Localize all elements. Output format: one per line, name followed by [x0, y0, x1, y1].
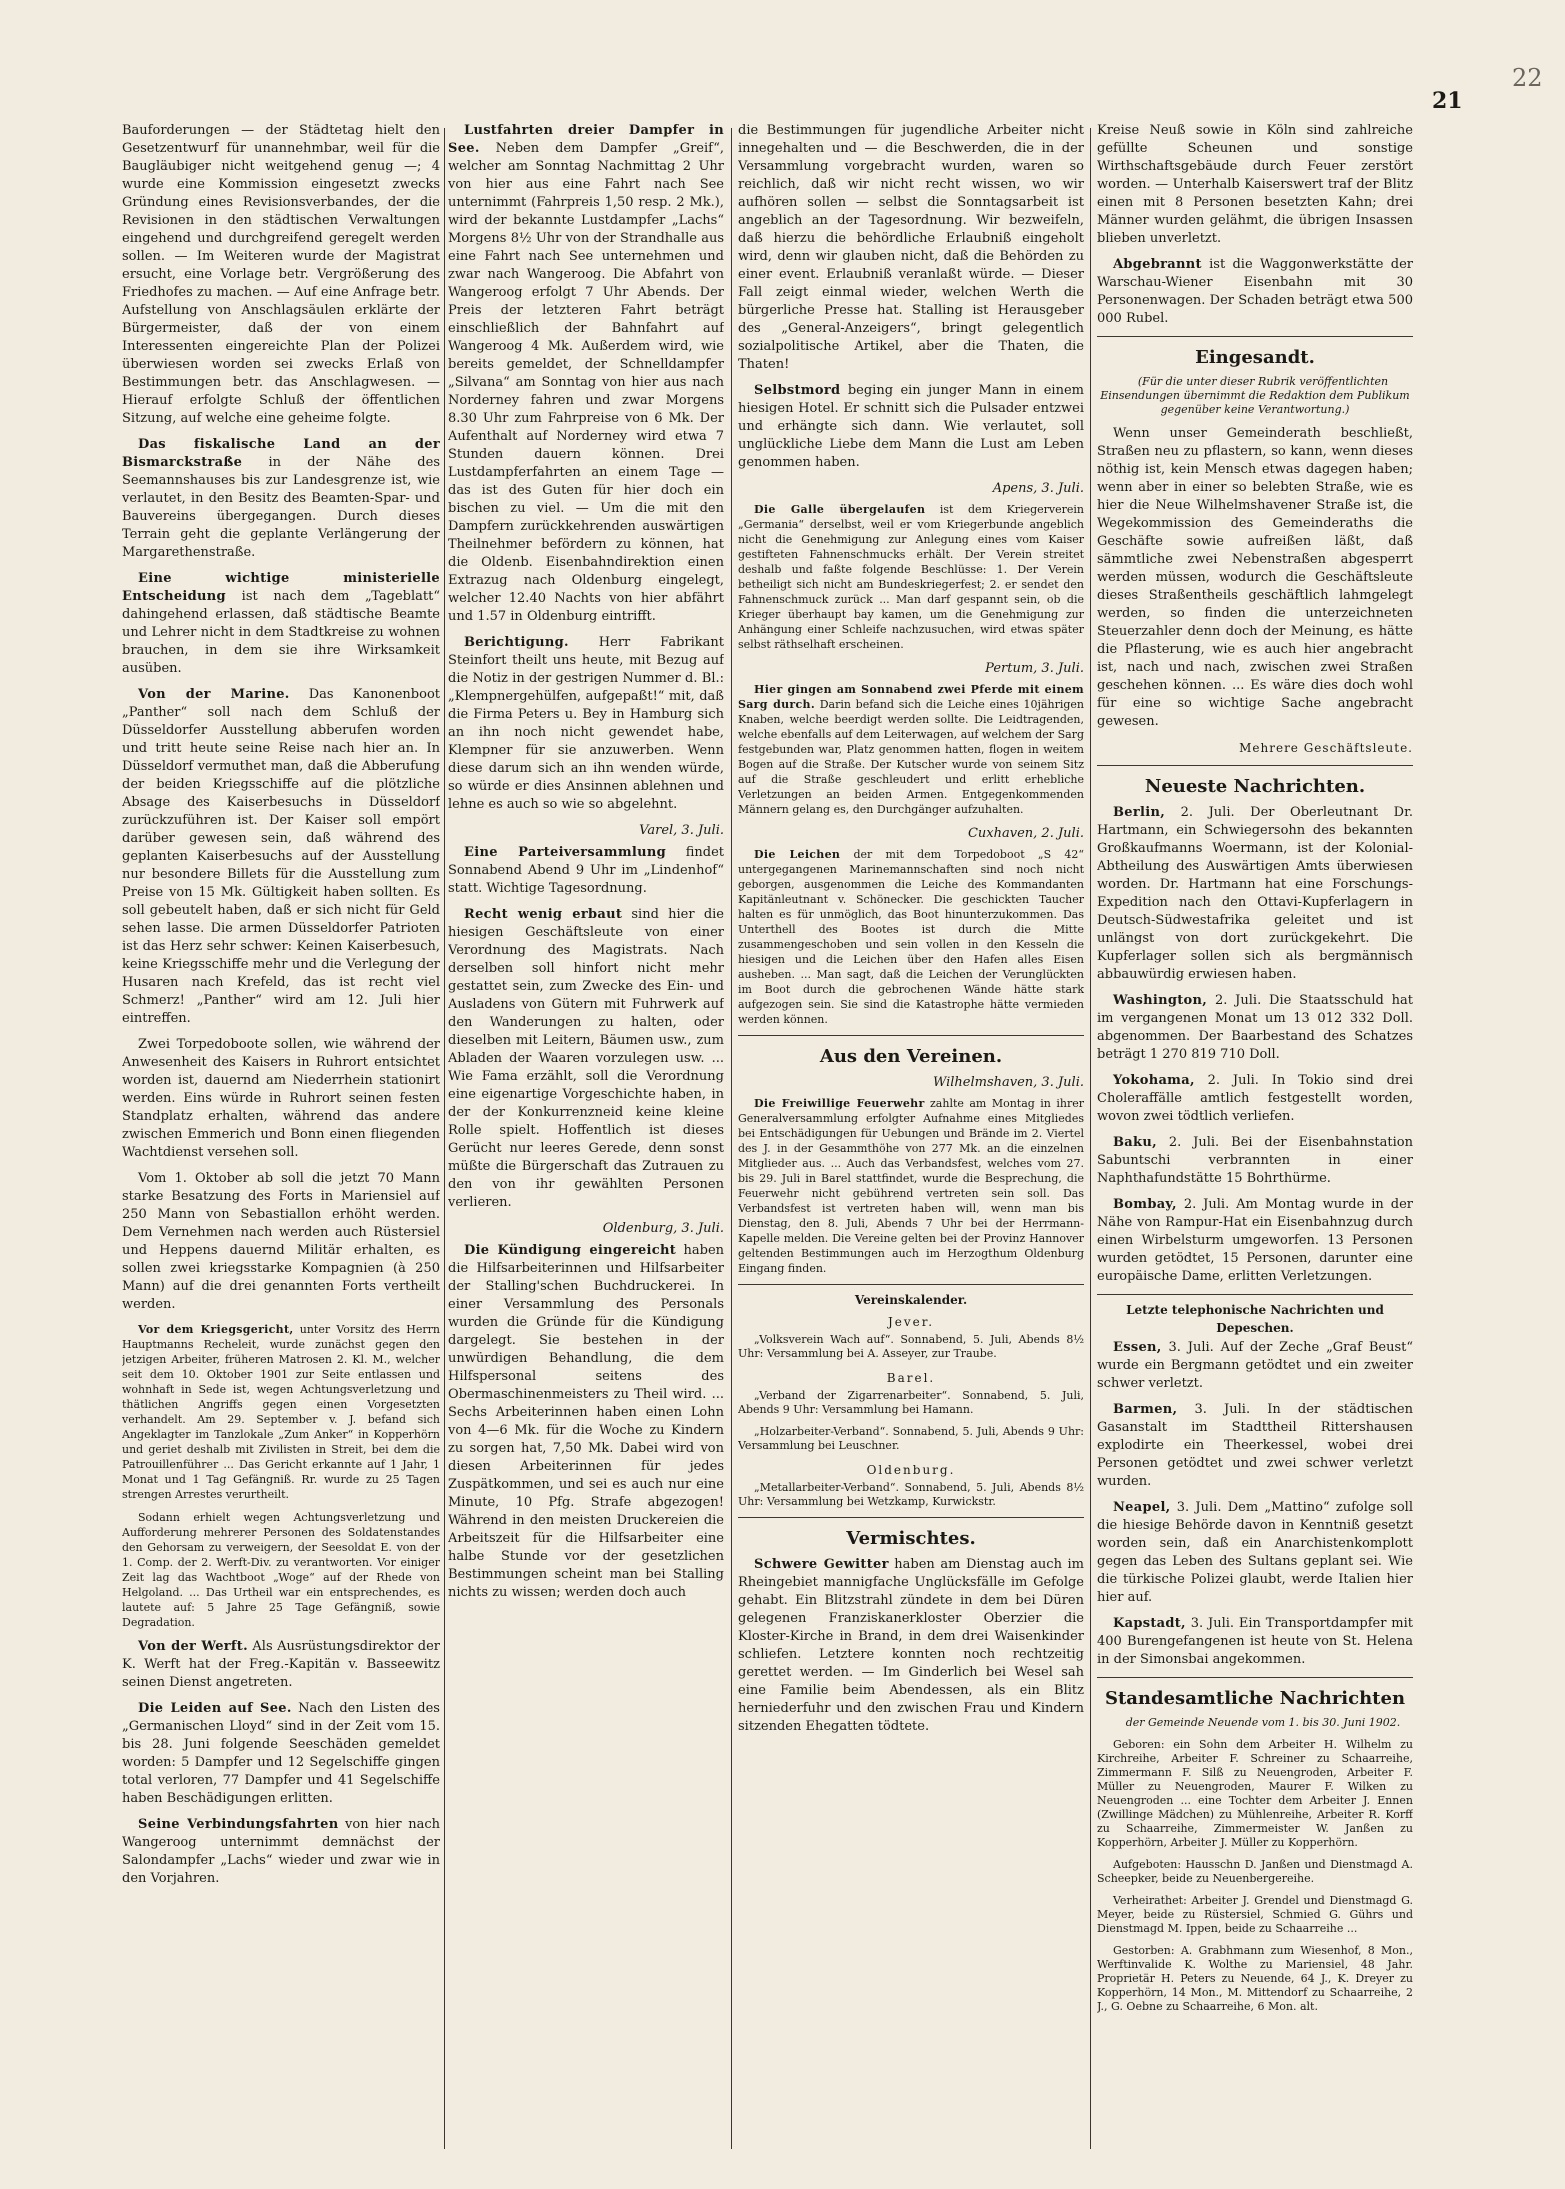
- article-text: Als Ausrüstungsdirektor der K. Werft hat der Freg.-Kapitän v. Basseewitz seinen Dienst angetreten.: [122, 1639, 440, 1690]
- article-text: haben die Hilfsarbeiterinnen und Hilfsarbeiter der Stalling'schen Buchdruckerei. In einer Versammlung des Personals wurden die Gründe für die Kündigung dargelegt. Sie bestehen in der unwürdigen Behandlung, die dem Hilfspersonal seitens des Obermaschinenmeisters zu Theil wird. ... Sechs Arbeiterinnen haben einen Lohn von 4—6 Mk. für die Woche zu Kindern zu sorgen hat, 7,50 Mk. Dabei wird von diesen Arbeiterinnen für jedes Zuspätkommen, und sei es auch nur eine Minute, 10 Pfg. Strafe abgezogen! Während in den meisten Druckereien die Arbeitszeit für die Hilfsarbeiter eine halbe Stunde vor der gesetzlichen Bestimmungen scheint man bei Stalling nichts zu wissen; werden doch auch: [448, 1243, 724, 1600]
- article-paragraph: [448, 122, 724, 626]
- page-number: 21: [1432, 88, 1463, 114]
- dateline: Varel, 3. Juli.: [639, 823, 724, 838]
- article-paragraph: [738, 682, 1084, 817]
- registry-entry: Geboren: ein Sohn dem Arbeiter H. Wilhelm zu Kirchreihe, Arbeiter F. Schreiner zu Schaarreihe, Zimmermann F. Silß zu Neuengroden, Arbeiter F. Müller zu Neuengroden, Maurer F. Wilken zu Neuengroden ... eine Tochter dem Arbeiter J. Ennen (Zwillinge Mädchen) zu Mühlenreihe, Arbeiter R. Korff zu Schaarreihe, Zimmermeister W. Janßen zu Kopperhörn, Arbeiter J. Müller zu Kopperhörn.: [1097, 1738, 1413, 1849]
- registry-entry: Aufgeboten: Hausschn D. Janßen und Dienstmagd A. Scheepker, beide zu Neuenbergereihe.: [1097, 1858, 1413, 1885]
- article-text: Darin befand sich die Leiche eines 10jährigen Knaben, welche beerdigt werden sollte. Die Leidtragenden, welche ebenfalls auf dem Leiterwagen, auf welchem der Sarg festgebunden war, Platz genommen hatten, flogen in weitem Bogen auf die Straße. Der Kutscher wurde von seinem Sitz auf die Straße geschleudert und erlitt erhebliche Verletzungen an beiden Armen. Entgegenkommenden Männern gelang es, den Durchgänger aufzuhalten.: [738, 698, 1084, 816]
- article-paragraph: [448, 844, 724, 898]
- article-lead: Eine Parteiversammlung: [464, 845, 667, 860]
- article-lead: Von der Marine.: [138, 687, 290, 702]
- registry-entry: Verheirathet: Arbeiter J. Grendel und Dienstmagd G. Meyer, beide zu Rüstersiel, Schmied G. Gührs und Dienstmagd M. Ippen, beide zu Schaarreihe ...: [1097, 1894, 1413, 1935]
- column-rule: [1090, 128, 1091, 2149]
- article-paragraph: [448, 634, 724, 814]
- calendar-item: „Volksverein Wach auf“. Sonnabend, 5. Juli, Abends 8½ Uhr: Versammlung bei A. Asseyer, zur Traube.: [738, 1333, 1084, 1360]
- article-paragraph: [122, 1816, 440, 1888]
- article-text: Das Kanonenboot „Panther“ soll nach dem Schluß der Düsseldorfer Ausstellung abberufen worden und tritt heute seine Reise nach hier an. In Düsseldorf vermuthet man, daß die Abberufung der beiden Kriegsschiffe auf die plötzliche Absage des Kaiserbesuchs in Düsseldorf zurückzuführen ist. Der Kaiser soll empört darüber gewesen sein, daß während des geplanten Kaiserbesuchs auf der Ausstellung nur besondere Billets für die Ausstellung zum Preise von 15 Mk. Gültigkeit haben sollten. Es soll gebeutelt haben, daß er sich nicht für Geld sehen lasse. Die armen Düsseldorfer Patrioten ist das Herz sehr schwer: Keinen Kaiserbesuch, keine Kriegsschiffe mehr und die Verlegung der Husaren nach Krefeld, das ist recht viel Schmerz! „Panther“ wird am 12. Juli hier eintreffen.: [122, 687, 440, 1026]
- news-text: 2. Juli. Am Montag wurde in der Nähe von Rampur-Hat ein Eisenbahnzug durch einen Wirbelsturm umgeworfen. 13 Personen wurden getödtet, 15 Personen, darunter eine europäische Dame, erlitten Verletzungen.: [1097, 1197, 1413, 1284]
- column-3: [738, 122, 1084, 2143]
- article-paragraph: Vom 1. Oktober ab soll die jetzt 70 Mann starke Besatzung des Forts in Mariensiel auf 250 Mann von Sebastiallon erhöht werden. Dem Vernehmen nach werden auch Rüstersiel und Heppens dauernd Militär erhalten, es sollen zwei kriegsstarke Kompagnien (à 250 Mann) auf die drei genannten Forts vertheilt werden.: [122, 1171, 440, 1312]
- column-4: [1097, 122, 1413, 2143]
- article-lead: Schwere Gewitter: [754, 1557, 889, 1572]
- news-text: 3. Juli. In der städtischen Gasanstalt im Stadttheil Rittershausen explodirte ein Theerkessel, wobei drei Personen getödtet und zwei schwer verletzt wurden.: [1097, 1402, 1413, 1489]
- news-place: Washington,: [1113, 993, 1208, 1008]
- column-2: [448, 122, 724, 2143]
- news-item: [1097, 1134, 1413, 1188]
- dateline: Wilhelmshaven, 3. Juli.: [932, 1075, 1084, 1090]
- news-place: Berlin,: [1113, 805, 1166, 820]
- article-lead: Vor dem Kriegsgericht,: [138, 1323, 294, 1336]
- article-lead: Recht wenig erbaut: [464, 907, 623, 922]
- article-paragraph: [122, 686, 440, 1028]
- article-lead: Das fiskalische Land an der Bismarckstraße: [122, 437, 440, 470]
- dateline: Oldenburg, 3. Juli.: [602, 1221, 724, 1236]
- column-rule: [731, 128, 732, 2149]
- section-heading-telephone: Letzte telephonische Nachrichten und Depeschen.: [1126, 1303, 1384, 1335]
- calendar-item: „Verband der Zigarrenarbeiter“. Sonnabend, 5. Juli, Abends 9 Uhr: Versammlung bei Hamann.: [738, 1389, 1084, 1416]
- article-text: Neben dem Dampfer „Greif“, welcher am Sonntag Nachmittag 2 Uhr von hier aus eine Fahrt nach See unternimmt (Fahrpreis 1,50 resp. 2 Mk.), wird der bekannte Lustdampfer „Lachs“ Morgens 8½ Uhr von der Strandhalle aus eine Fahrt nach See unternehmen und zwar nach Wangeroog. Die Abfahrt von Wangeroog erfolgt 7 Uhr Abends. Der Preis der letzteren Fahrt beträgt einschließlich der Bahnfahrt auf Wangeroog 4 Mk. Außerdem wird, wie bereits gemeldet, der Schnelldampfer „Silvana“ am Sonntag von hier aus nach Norderney fahren und zwar Morgens 8.30 Uhr zum Fahrpreise von 6 Mk. Der Aufenthalt auf Norderney wird etwa 7 Stunden dauern können. Drei Lustdampferfahrten an einem Tage — das ist des Guten für hier doch ein bischen zu viel. — Um die mit den Dampfern zurückkehrenden auswärtigen Theilnehmer befördern zu können, hat die Oldenb. Eisenbahndirektion einen Extrazug nach Oldenburg eingelegt, welcher 12.40 Nachts von hier abfährt und 1.57 in Oldenburg eintrifft.: [448, 141, 724, 624]
- article-paragraph: [738, 502, 1084, 652]
- calendar-location: Barel.: [886, 1371, 936, 1385]
- article-text: beging ein junger Mann in einem hiesigen Hotel. Er schnitt sich die Pulsader entzwei und erhängte sich dann. Wie verlautet, soll unglückliche Liebe dem Mann die Lust am Leben genommen haben.: [738, 383, 1084, 470]
- signature: Mehrere Geschäftsleute.: [1239, 741, 1413, 755]
- news-place: Barmen,: [1113, 1402, 1178, 1417]
- article-lead: Berichtigung.: [464, 635, 569, 650]
- article-text: sind hier die hiesigen Geschäftsleute von einer Verordnung des Magistrats. Nach derselben soll hinfort nicht mehr gestattet sein, zum Zwecke des Ein- und Ausladens von Gütern mit Fuhrwerk auf den Wanderungen zu halten, oder dieselben mit Leitern, Bäumen usw., zum Abladen der Waaren vorzulegen usw. ... Wie Fama erzählt, soll die Verordnung eine eigenartige Vorgeschichte haben, in der der Konkurrenzneid keine kleine Rolle spielt. Hoffentlich ist dieses Gerücht nur leeres Gerede, denn sonst müßte die Bürgerschaft das Zutrauen zu den von ihr gewählten Personen verlieren.: [448, 907, 724, 1210]
- article-paragraph: die Bestimmungen für jugendliche Arbeiter nicht innegehalten und — die Beschwerden, die in der Versammlung vorgebracht wurden, waren so reichlich, daß wir nicht recht wissen, wo wir aufhören sollen — selbst die Sonntagsarbeit ist angeblich an der Tagesordnung. Wir bezweifeln, daß hierzu die behördliche Erlaubniß eingeholt wird, denn wir glauben nicht, daß die Behörden zu einer event. Erlaubniß veranlaßt würde. — Dieser Fall zeigt einmal wieder, welchen Werth die bürgerliche Presse hat. Stalling ist Herausgeber des „General-Anzeigers“, bringt gelegentlich sozialpolitische Artikel, aber die Thaten, die Thaten!: [738, 123, 1084, 372]
- section-divider: [738, 1284, 1084, 1285]
- column-rule: [444, 128, 445, 2149]
- news-place: Yokohama,: [1113, 1073, 1195, 1088]
- article-text: haben am Dienstag auch im Rheingebiet mannigfache Unglücksfälle im Gefolge gehabt. Ein Blitzstrahl zündete in dem bei Düren gelegenen Franziskanerkloster Oberzier die Kloster-Kirche in Brand, in dem drei Waisenkinder schliefen. Letztere konnten noch rechtzeitig gerettet werden. — Im Ginderlich bei Wesel sah eine Familie beim Abendessen, als ein Blitz herniederfuhr und den zwischen Frau und Kindern sitzenden Ehegatten tödtete.: [738, 1557, 1084, 1734]
- news-text: 3. Juli. Ein Transportdampfer mit 400 Burengefangenen ist heute von St. Helena in der Simonsbai angekommen.: [1097, 1616, 1413, 1667]
- section-divider: [1097, 765, 1413, 766]
- article-paragraph: [122, 1700, 440, 1808]
- section-heading-vermischtes: Vermischtes.: [846, 1528, 976, 1549]
- article-paragraph: Sodann erhielt wegen Achtungsverletzung und Aufforderung mehrerer Personen des Soldatenstandes den Gehorsam zu verweigern, der Seesoldat E. von der 1. Comp. der 2. Werft-Div. zu verantworten. Vor einiger Zeit lag das Wachtboot „Woge“ auf der Rhede von Helgoland. ... Das Urtheil war ein entsprechendes, es lautete auf: 5 Jahre 25 Tage Gefängniß, sowie Degradation.: [122, 1511, 440, 1629]
- article-paragraph: [122, 436, 440, 562]
- article-text: von hier nach Wangeroog unternimmt demnächst der Salondampfer „Lachs“ wieder und zwar wie in den Vorjahren.: [122, 1817, 440, 1886]
- article-text: unter Vorsitz des Herrn Hauptmanns Recheleit, wurde zunächst gegen den jetzigen Arbeiter, früheren Matrosen 2. Kl. M., welcher seit dem 10. Oktober 1901 zur Seite entlassen und wohnhaft in Sede ist, wegen Achtungsverletzung und thätlichen Angriffs gegen einen Vorgesetzten verhandelt. Am 29. September v. J. befand sich Angeklagter im Tanzlokale „Zum Anker“ in Kopperhörn und geriet deshalb mit Zivilisten in Streit, bei dem die Patrouillenführer ... Das Gericht erkannte auf 1 Jahr, 1 Monat und 1 Tag Gefängniß. Rr. wurde zu 25 Tagen strengen Arrestes verurtheilt.: [122, 1323, 440, 1501]
- column-1: [122, 122, 440, 2143]
- article-paragraph: Wenn unser Gemeinderath beschließt, Straßen neu zu pflastern, so kann, wenn dieses nöthig ist, kein Mensch etwas dagegen haben; wenn aber in einer so belebten Straße, wie es hier die Neue Wilhelmshavener Straße ist, die Wegekommission des Gemeinderaths die Geschäfte sowie aufreißen läßt, daß sämmtliche zwei Nebenstraßen abgesperrt werden müssen, wodurch die Geschäftsleute dieses Straßentheils geschäftlich lahmgelegt werden, so finden die unterzeichneten Steuerzahler denn doch der Meinung, es hätte die Pflasterung, wie es auch hier angebracht ist, nach und nach, zwischen zwei Straßen geschehen können. ... Es wäre dies doch wohl für eine so wichtige Sache angebracht gewesen.: [1097, 426, 1413, 729]
- article-text: Nach den Listen des „Germanischen Lloyd“ sind in der Zeit vom 15. bis 28. Juni folgende Seeschäden gemeldet worden: 5 Dampfer und 12 Segelschiffe gingen total verloren, 77 Dampfer und 41 Segelschiffe haben Beschädigungen erlitten.: [122, 1701, 440, 1806]
- article-paragraph: Zwei Torpedoboote sollen, wie während der Anwesenheit des Kaisers in Ruhrort entsichtet worden ist, dauernd am Niederrhein stationirt werden. Eins würde in Ruhrort seinen festen Standplatz erhalten, während das andere zwischen Emmerich und Bonn einen fliegenden Wachtdienst versehen soll.: [122, 1037, 440, 1160]
- article-lead: Seine Verbindungsfahrten: [138, 1817, 339, 1832]
- news-text: 3. Juli. Auf der Zeche „Graf Beust“ wurde ein Bergmann getödtet und ein zweiter schwer verletzt.: [1097, 1340, 1413, 1391]
- article-text: ist nach dem „Tageblatt“ dahingehend erlassen, daß städtische Beamte und Lehrer nicht in dem Stadtkreise zu wohnen brauchen, in dem sie ihre Wirksamkeit ausüben.: [122, 589, 440, 676]
- section-divider: [1097, 1677, 1413, 1678]
- article-paragraph: [738, 382, 1084, 472]
- article-paragraph: [448, 906, 724, 1212]
- section-divider: [738, 1517, 1084, 1518]
- registry-entry: Gestorben: A. Grabhmann zum Wiesenhof, 8 Mon., Werftinvalide K. Wolthe zu Mariensiel, 48 Jahr. Proprietär H. Peters zu Neuende, 64 J., K. Dreyer zu Kopperhörn, 14 Mon., M. Mittendorf zu Schaarreihe, 2 J., G. Oebne zu Schaarreihe, 6 Mon. alt.: [1097, 1944, 1413, 2013]
- article-paragraph: [122, 1638, 440, 1692]
- article-text: in der Nähe des Seemannshauses bis zur Landesgrenze ist, wie verlautet, in den Besitz des Beamten-Spar- und Bauvereins übergegangen. Durch dieses Terrain geht die geplante Verlängerung der Margarethenstraße.: [122, 455, 440, 560]
- news-item: [1097, 804, 1413, 984]
- article-paragraph: [122, 570, 440, 678]
- news-place: Bombay,: [1113, 1197, 1177, 1212]
- dateline: Pertum, 3. Juli.: [985, 661, 1084, 676]
- section-heading-standesamt: Standesamtliche Nachrichten: [1104, 1688, 1406, 1709]
- article-text: der mit dem Torpedoboot „S 42“ untergegangenen Marinemannschaften sind noch nicht geborgen, ausgenommen die Leiche des Kommandanten Kapitänleutnant v. Schönecker. Die geschickten Taucher halten es für unmöglich, das Boot hinunterzukommen. Das Unterthell des Bootes ist durch die Mitte zusammengeschoben und sein vollen in den Kesseln die hiesigen und die Leichen über den Hafen alles Eisen ausheben. ... Man sagt, daß die Leichen der Verunglückten im Boot durch die gebrochenen Wände hätte stark aufgezogen sein. Sie sind die Katastrophe hätte vermieden werden können.: [738, 848, 1084, 1026]
- article-paragraph: Bauforderungen — der Städtetag hielt den Gesetzentwurf für unannehmbar, weil für die Baugläubiger nicht weitgehend genug —; 4 wurde eine Kommission eingesetzt zwecks Gründung eines Revisionsverbandes, der die Revisionen in den städtischen Verwaltungen eingehend und durchgreifend geregelt werden sollen. — Im Weiteren wurde der Magistrat ersucht, eine Vorlage betr. Vergrößerung des Friedhofes zu machen. — Auf eine Anfrage betr. Aufstellung von Anschlagsäulen erklärte der Bürgermeister, daß der von einem Interessenten eingereichte Plan der Polizei überwiesen worden sei zwecks Erlaß von Bestimmungen betr. das Anschlagwesen. — Hierauf erfolgte Schluß der öffentlichen Sitzung, auf welche eine geheime folgte.: [122, 123, 440, 426]
- article-lead: Hier gingen am Sonnabend zwei Pferde mit einem Sarg durch.: [738, 683, 1084, 711]
- section-heading-eingesandt: Eingesandt.: [1195, 347, 1315, 368]
- news-item: [1097, 992, 1413, 1064]
- news-place: Kapstadt,: [1113, 1616, 1186, 1631]
- article-lead: Lustfahrten dreier Dampfer in See.: [448, 123, 724, 156]
- news-text: 3. Juli. Dem „Mattino“ zufolge soll die hiesige Behörde davon in Kenntniß gesetzt worden sein, daß ein Anarchistenkomplott gegen das Leben des Sultans geplant sei. Wie die türkische Polizei glaubt, werde Italien hier hier auf.: [1097, 1500, 1413, 1605]
- standesamt-subheading: der Gemeinde Neuende vom 1. bis 30. Juni 1902.: [1125, 1716, 1401, 1729]
- article-paragraph: [738, 847, 1084, 1027]
- article-lead: Abgebrannt: [1113, 257, 1202, 272]
- dateline: Apens, 3. Juli.: [992, 481, 1084, 496]
- editorial-note: (Für die unter dieser Rubrik veröffentlichten Einsendungen übernimmt die Redaktion dem Publikum gegenüber keine Verantwortung.): [1100, 375, 1410, 416]
- article-text: Herr Fabrikant Steinfort theilt uns heute, mit Bezug auf die Notiz in der gestrigen Nummer d. Bl.: „Klempnergehülfen, aufgepaßt!“ mit, daß die Firma Peters u. Bey in Hamburg sich an ihn noch nicht gewendet habe, Klempner für sie anzuwerben. Wenn diese darum sich an ihn wenden würde, so würde er dies Ansinnen ablehnen und lehne es auch so wie so abgelehnt.: [448, 635, 724, 812]
- article-paragraph: [1097, 256, 1413, 328]
- article-lead: Eine wichtige ministerielle Entscheidung: [122, 571, 440, 604]
- news-item: [1097, 1499, 1413, 1607]
- news-place: Neapel,: [1113, 1500, 1171, 1515]
- article-paragraph: [122, 1322, 440, 1502]
- news-text: 2. Juli. Der Oberleutnant Dr. Hartmann, ein Schwiegersohn des bekannten Großkaufmanns Woermann, ist der Kolonial-Abtheilung des Auswärtigen Amts überwiesen worden. Dr. Hartmann hat eine Forschungs-Expedition nach den Ottavi-Kupferlagern in Deutsch-Südwestafrika geleitet und ist unlängst von dort zurückgekehrt. Die Kupferlager sollen sich als bergmännisch abbauwürdig erwiesen haben.: [1097, 805, 1413, 982]
- article-text: ist dem Kriegerverein „Germania“ derselbst, weil er vom Kriegerbunde angeblich nicht die Genehmigung zur Anlegung eines vom Kaiser gestifteten Fahnenschmucks erhält. Der Verein streitet deshalb und faßte folgende Beschlüsse: 1. Der Verein betheiligt sich nicht am Bundeskriegerfest; 2. er sendet den Fahnenschmuck zurück ... Man darf gespannt sein, ob die Krieger überhaupt bay kamen, um die Genehmigung zur Anhängung einer Schleife nachzusuchen, wird etwas später selbst räthselhaft erscheinen.: [738, 503, 1084, 651]
- article-text: findet Sonnabend Abend 9 Uhr im „Lindenhof“ statt. Wichtige Tagesordnung.: [448, 845, 724, 896]
- news-text: 2. Juli. Bei der Eisenbahnstation Sabuntschi verbrannten in einer Naphthafundstätte 15 Bohrthürme.: [1097, 1135, 1413, 1186]
- section-heading-neueste: Neueste Nachrichten.: [1144, 776, 1366, 797]
- dateline: Cuxhaven, 2. Juli.: [967, 826, 1084, 841]
- news-item: [1097, 1339, 1413, 1393]
- article-lead: Die Leichen: [754, 848, 841, 861]
- article-lead: Selbstmord: [754, 383, 841, 398]
- section-divider: [1097, 336, 1413, 337]
- news-text: 2. Juli. Die Staatsschuld hat im vergangenen Monat um 13 012 332 Doll. abgenommen. Der Baarbestand des Schatzes beträgt 1 270 819 710 Doll.: [1097, 993, 1413, 1062]
- article-text: ist die Waggonwerkstätte der Warschau-Wiener Eisenbahn mit 30 Personenwagen. Der Schaden beträgt etwa 500 000 Rubel.: [1097, 257, 1413, 326]
- news-place: Essen,: [1113, 1340, 1162, 1355]
- article-paragraph: [738, 1096, 1084, 1276]
- news-item: [1097, 1615, 1413, 1669]
- news-item: [1097, 1072, 1413, 1126]
- article-lead: Die Kündigung eingereicht: [464, 1243, 677, 1258]
- news-item: [1097, 1196, 1413, 1286]
- news-item: [1097, 1401, 1413, 1491]
- article-paragraph: Kreise Neuß sowie in Köln sind zahlreiche gefüllte Scheunen und sonstige Wirthschaftsgebäude durch Feuer zerstört worden. — Unterhalb Kaiserswert traf der Blitz einen mit 8 Personen besetzten Kahn; drei Männer wurden gelähmt, die übrigen Insassen blieben unverletzt.: [1097, 123, 1413, 246]
- news-place: Baku,: [1113, 1135, 1157, 1150]
- article-lead: Die Freiwillige Feuerwehr: [754, 1097, 925, 1110]
- article-text: zahlte am Montag in ihrer Generalversammlung erfolgter Aufnahme eines Mitgliedes bei Entschädigungen für Uebungen und Brände im 2. Viertel des J. in der Gesammthöhe von 277 Mk. an die einzelnen Mitglieder aus. ... Auch das Verbandsfest, welches vom 27. bis 29. Juli in Barel stattfindet, wurde die Besprechung, die Feuerwehr nicht gebührend vertreten sein soll. Das Verbandsfest ist vertreten haben will, wenn man bis Dienstag, den 8. Juli, Abends 7 Uhr bei der Herrmann-Kapelle melden. Die Vereine gelten bei der Provinz Hannover geltenden Bestimmungen auch im Herzogthum Oldenburg Eingang finden.: [738, 1097, 1084, 1275]
- calendar-item: „Holzarbeiter-Verband“. Sonnabend, 5. Juli, Abends 9 Uhr: Versammlung bei Leuschner.: [738, 1425, 1084, 1452]
- calendar-item: „Metallarbeiter-Verband“. Sonnabend, 5. Juli, Abends 8½ Uhr: Versammlung bei Wetzkamp, Kurwickstr.: [738, 1481, 1084, 1508]
- article-paragraph: [738, 1556, 1084, 1736]
- article-lead: Die Leiden auf See.: [138, 1701, 292, 1716]
- calendar-location: Jever.: [887, 1315, 935, 1329]
- corner-page-mark: 22: [1512, 64, 1543, 92]
- article-lead: Die Galle übergelaufen: [754, 503, 926, 516]
- article-lead: Von der Werft.: [138, 1639, 248, 1654]
- section-divider: [738, 1035, 1084, 1036]
- section-heading-vereine: Aus den Vereinen.: [819, 1046, 1003, 1067]
- section-divider: [1097, 1294, 1413, 1295]
- article-paragraph: [448, 1242, 724, 1602]
- calendar-location: Oldenburg.: [866, 1463, 956, 1477]
- calendar-heading: Vereinskalender.: [854, 1293, 968, 1307]
- news-text: 2. Juli. In Tokio sind drei Choleraffälle amtlich festgestellt worden, wovon zwei tödtlich verliefen.: [1097, 1073, 1413, 1124]
